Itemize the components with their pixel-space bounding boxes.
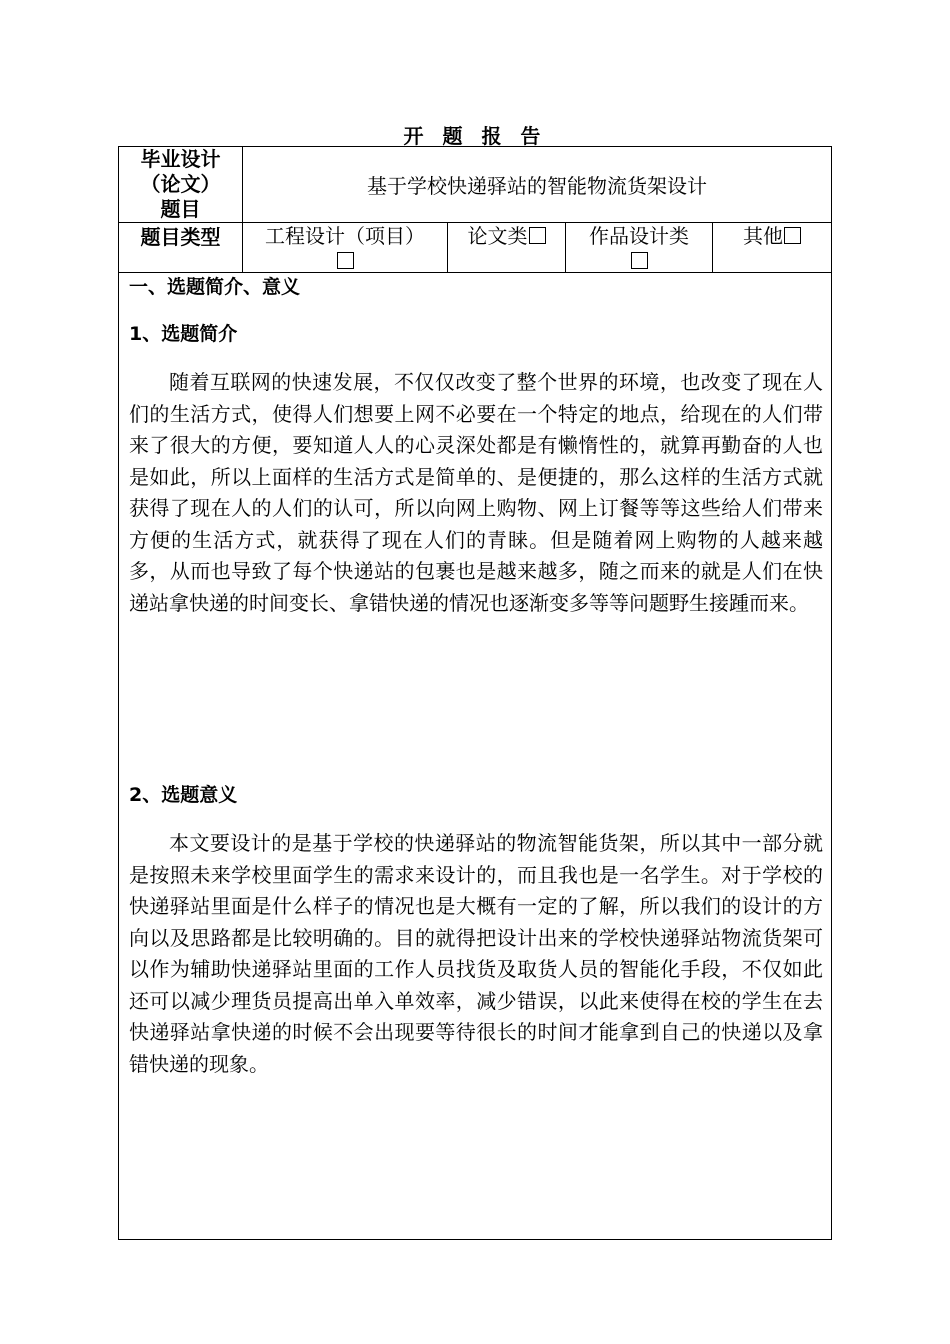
type-option-other-label: 其他 — [743, 224, 783, 248]
meaning-heading: 2、选题意义 — [129, 784, 238, 806]
topic-label-line-1: 毕业设计 — [140, 147, 221, 171]
main-section-heading: 一、选题简介、意义 — [129, 276, 301, 298]
checkbox-work-design[interactable] — [631, 252, 648, 269]
meaning-paragraph: 本文要设计的是基于学校的快递驿站的物流智能货架，所以其中一部分就是按照未来学校里面学生的需求来设计的，而且我也是一名学生。对于学校的快递驿站里面是什么样子的情况也是大概有一定的了解，所以我们的设计的方向以及思路都是比较明确的。目的就得把设计出来的学校快递驿站物流货架可以作为辅助快递驿站里面的工作人员找货及取货人员的智能化手段，不仅如此还可以减少理货员提高出单入单效率，减少错误，以此来使得在校的学生在去快递驿站拿快递的时候不会出现要等待很长的时间才能拿到自己的快递以及拿错快递的现象。 — [129, 831, 823, 1076]
report-title: 开 题 报 告 — [403, 124, 547, 148]
topic-row — [119, 147, 831, 223]
type-label: 题目类型 — [119, 222, 243, 272]
topic-label — [119, 147, 243, 222]
checkbox-thesis[interactable] — [529, 227, 546, 244]
type-option-thesis-label: 论文类 — [467, 224, 528, 248]
topic-label-line-3: 题目 — [160, 197, 201, 221]
intro-heading: 1、选题简介 — [129, 323, 238, 345]
type-option-engineering-label: 工程设计（项目） — [265, 224, 425, 248]
checkbox-engineering[interactable] — [337, 252, 354, 269]
checkbox-other[interactable] — [784, 227, 801, 244]
type-option-work-design[interactable] — [566, 222, 713, 272]
topic-value-text: 基于学校快递驿站的智能物流货架设计 — [367, 174, 707, 198]
type-option-engineering[interactable] — [243, 222, 448, 272]
topic-value — [243, 147, 831, 222]
type-option-work-design-label: 作品设计类 — [589, 224, 689, 248]
topic-label-line-2: （论文） — [140, 172, 221, 196]
intro-paragraph: 随着互联网的快速发展，不仅仅改变了整个世界的环境，也改变了现在人们的生活方式，使得人们想要上网不必要在一个特定的地点，给现在的人们带来了很大的方便，要知道人人的心灵深处都是有懒惰性的，就算再勤奋的人也是如此，所以上面样的生活方式是简单的、是便捷的，那么这样的生活方式就获得了现在人的人们的认可，所以向网上购物、网上订餐等等这些给人们带来方便的生活方式，就获得了现在人们的青睐。但是随着网上购物的人越来越多，从而也导致了每个快递站的包裹也是越来越多，随之而来的就是人们在快递站拿快递的时间变长、拿错快递的情况也逐渐变多等等问题野生接踵而来。 — [129, 370, 823, 615]
type-option-other[interactable] — [713, 222, 831, 272]
report-table — [118, 146, 832, 1240]
type-option-thesis[interactable] — [448, 222, 566, 272]
type-row — [119, 222, 831, 273]
